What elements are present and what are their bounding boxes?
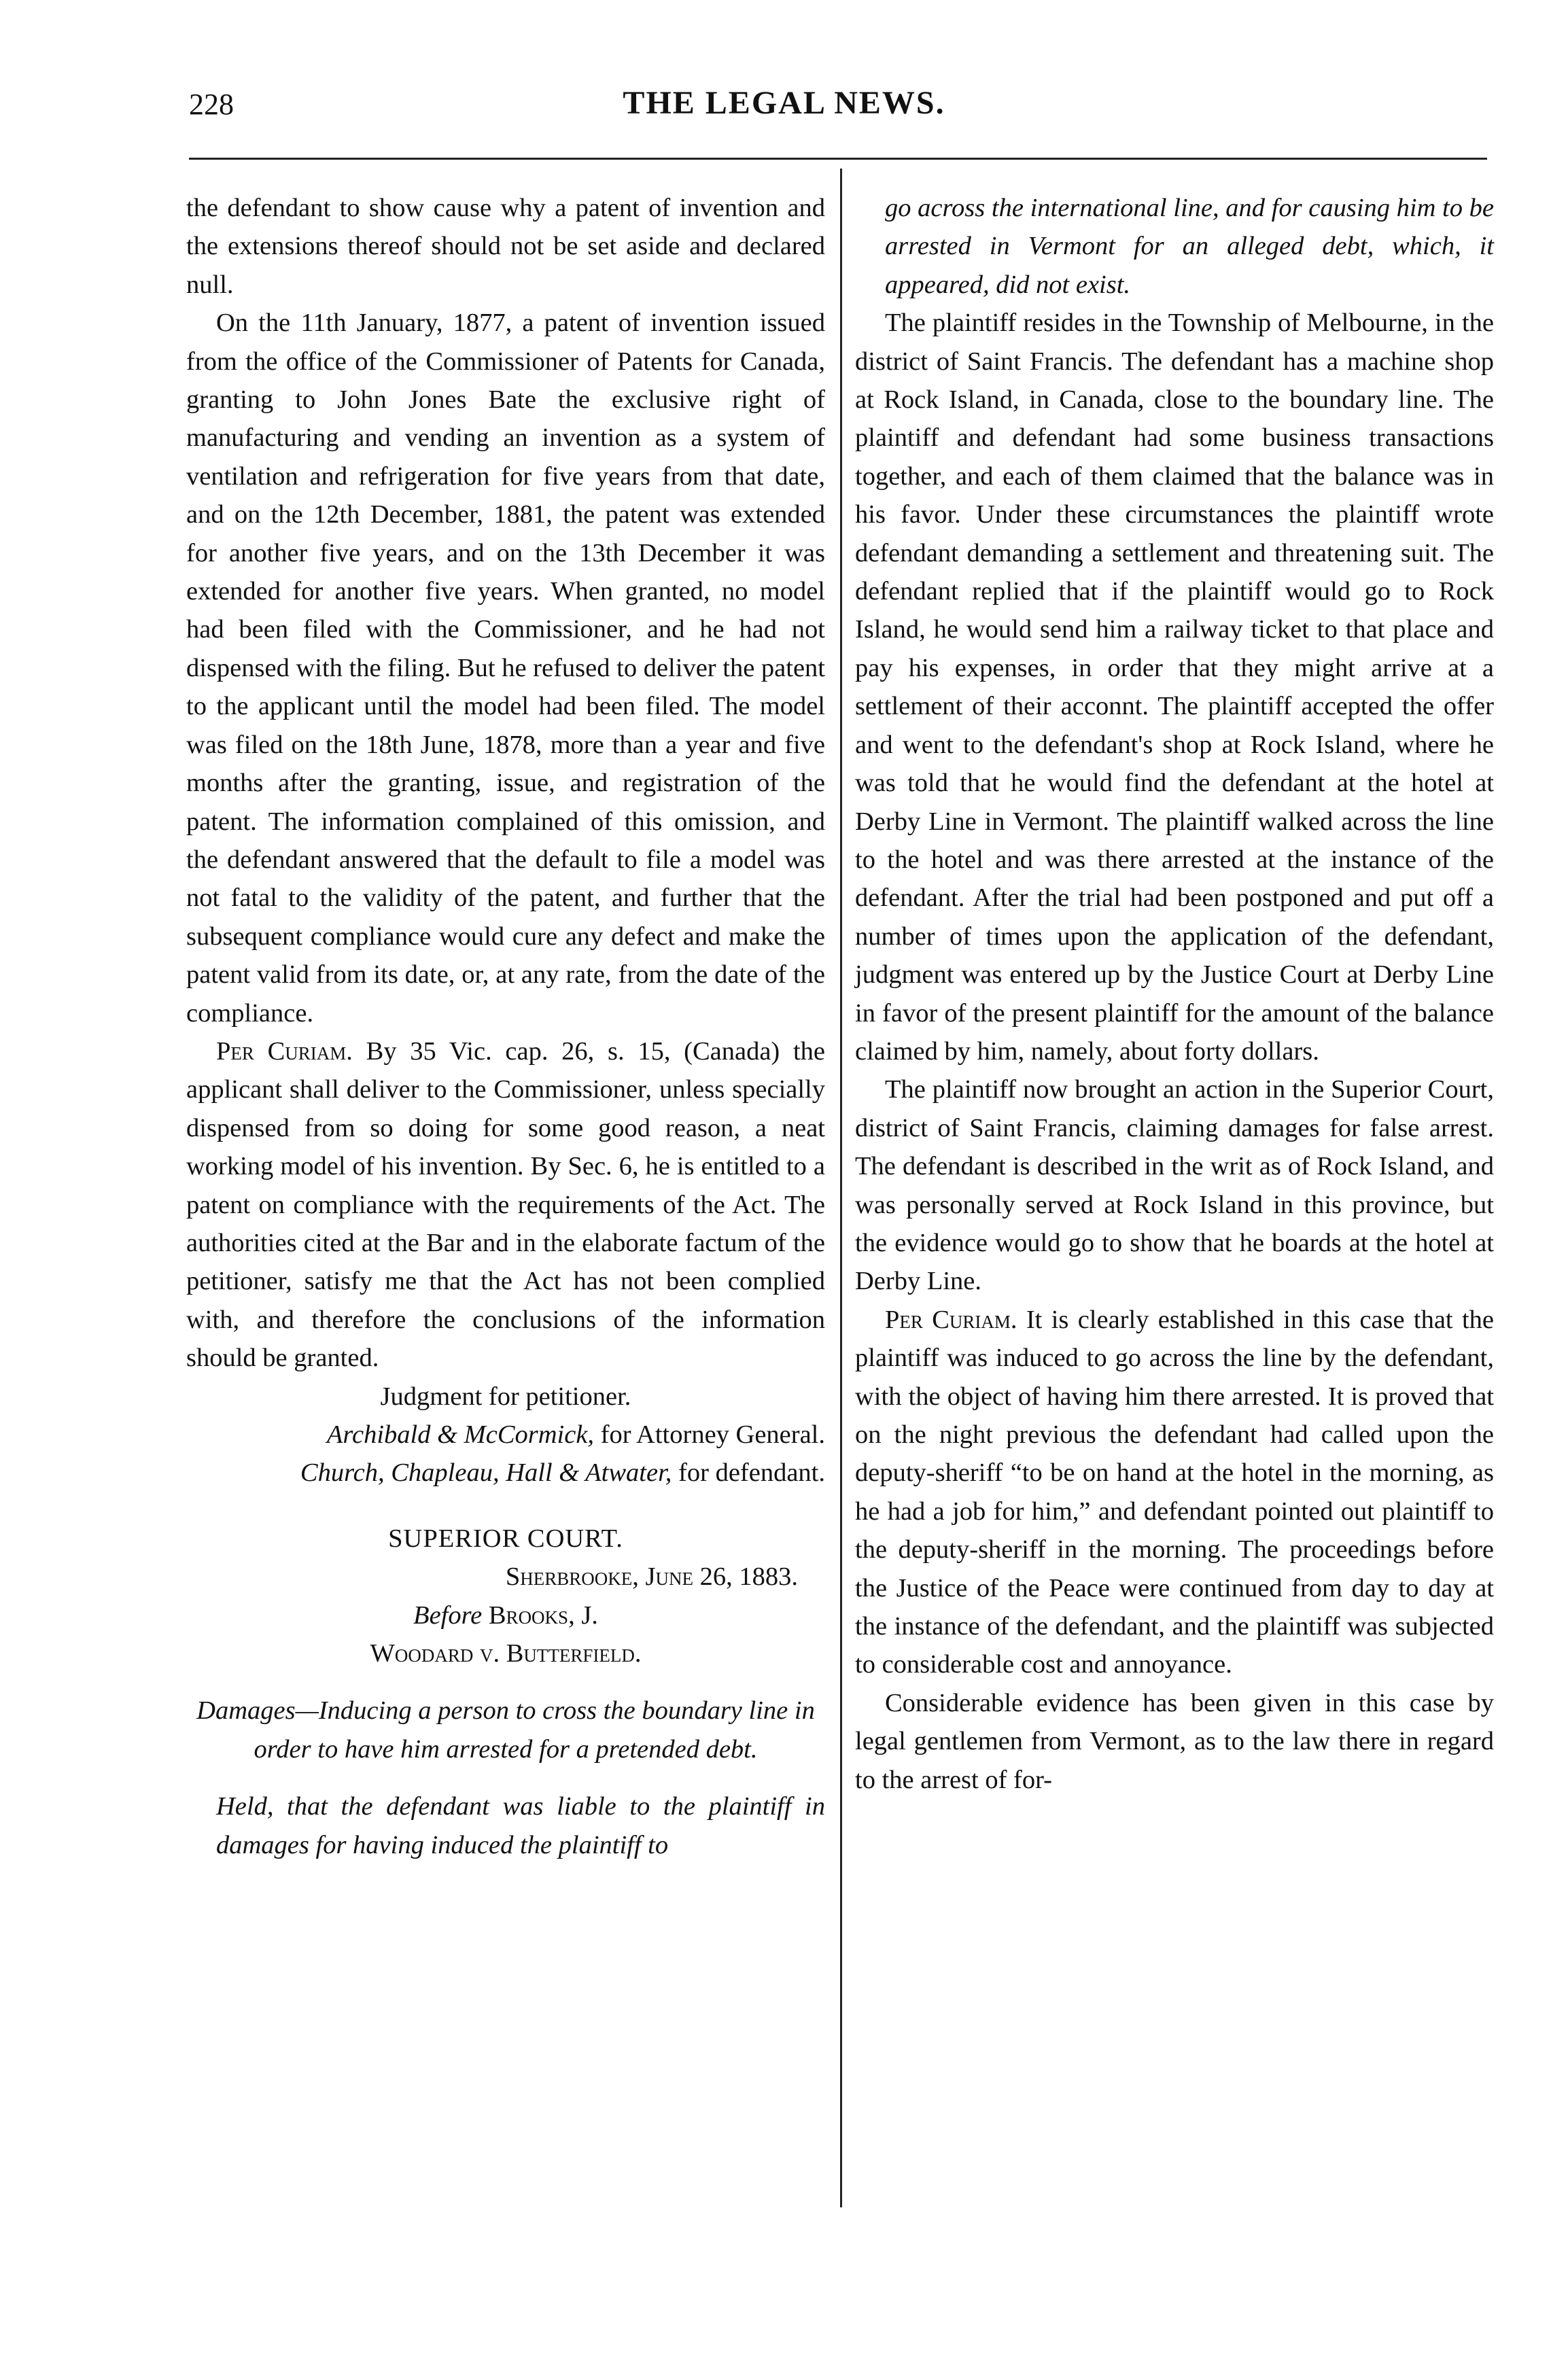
before-label: Before bbox=[413, 1600, 483, 1630]
paragraph: On the 11th January, 1877, a patent of invention issued from the office of the Commissioner of Patents for Canada, granting to John Jones Bate the exclusive right of manufacturing and vending an invention as a system of ventilation and refrigeration for five years from that date, and on the 12th December, 1881, the patent was extended for another five years, and on the 13th December it was extended for another five years. When granted, no model had been filed with the Commissioner, and he had not dispensed with the filing. But he refused to deliver the patent to the applicant until the model had been filed. The model was filed on the 18th June, 1878, more than a year and five months after the granting, issue, and registration of the patent. The information complained of this omission, and the defendant answered that the default to file a model was not fatal to the validity of the patent, and further that the subsequent compliance would cure any defect and make the patent valid from its date, or, at any rate, from the date of the compliance. bbox=[186, 309, 825, 1028]
headnote: Damages—Inducing a person to cross the boundary line in order to have him arrested for a pretended debt. bbox=[196, 1696, 815, 1764]
court-heading: SUPERIOR COURT. bbox=[388, 1524, 623, 1553]
counsel-names: Archibald & McCormick, bbox=[326, 1420, 595, 1449]
left-column bbox=[186, 189, 825, 1864]
paragraph: the defendant to show cause why a patent of invention and the extensions thereof should not be set aside and declared null. bbox=[186, 194, 825, 299]
paragraph: Considerable evidence has been given in this case by legal gentlemen from Vermont, as to the law there in regard to the arrest of for- bbox=[855, 1688, 1494, 1794]
place-date: Sherbrooke, June 26, 1883. bbox=[505, 1562, 798, 1592]
headnote: Held, that the defendant was liable to the plaintiff in damages for having induced the plaintiff to bbox=[216, 1792, 825, 1859]
per-curiam-label: Per Curiam. bbox=[885, 1305, 1017, 1334]
per-curiam-label: Per Curiam. bbox=[216, 1036, 353, 1066]
header-rule bbox=[189, 158, 1487, 160]
counsel-names: Church, Chapleau, Hall & Atwater, bbox=[300, 1458, 672, 1488]
paragraph bbox=[855, 1301, 1494, 1684]
case-name: Woodard v. Butterfield. bbox=[370, 1639, 642, 1668]
journal-title: THE LEGAL NEWS. bbox=[623, 85, 945, 121]
paragraph bbox=[186, 1032, 825, 1378]
paragraph-text: It is clearly established in this case that the plaintiff was induced to go across the line by the defendant, with the object of having him there arrested. It is proved that on the night previous the defendant had called upon the deputy-sheriff “to be on hand at the hotel in the morning, as he had a job for him,” and defendant pointed out plaintiff to the deputy-sheriff in the morning. The proceedings before the Justice of the Peace were continued from day to day at the instance of the defendant, and the plaintiff was subjected to considerable cost and annoyance. bbox=[855, 1305, 1494, 1679]
counsel-line bbox=[186, 1454, 825, 1492]
judge-name: Brooks, J. bbox=[482, 1600, 598, 1630]
paragraph: The plaintiff now brought an action in the Superior Court, district of Saint Francis, claiming damages for false arrest. The defendant is described in the writ as of Rock Island, and was personally served at Rock Island in this province, but the evidence would go to show that he boards at the hotel at Derby Line. bbox=[855, 1075, 1494, 1296]
counsel-line bbox=[186, 1416, 825, 1454]
paragraph-text: By 35 Vic. cap. 26, s. 15, (Canada) the applicant shall deliver to the Commissioner, unless specially dispensed from so doing for some good reason, a neat working model of his invention. By Sec. 6, he is entitled to a patent on compliance with the requirements of the Act. The authorities cited at the Bar and in the elaborate factum of the petitioner, satisfy me that the Act has not been complied with, and therefore the conclusions of the information should be granted. bbox=[186, 1036, 825, 1373]
paragraph: The plaintiff resides in the Township of Melbourne, in the district of Saint Francis. The defendant has a machine shop at Rock Island, in Canada, close to the boundary line. The plaintiff and defendant had some business transactions together, and each of them claimed that the balance was in his favor. Under these circumstances the plaintiff wrote defendant demanding a settlement and threatening suit. The defendant replied that if the plaintiff would go to Rock Island, he would send him a railway ticket to that place and pay his expenses, in order that they might arrive at a settlement of their acconnt. The plaintiff accepted the offer and went to the defendant's shop at Rock Island, where he was told that he would find the defendant at the hotel at Derby Line in Vermont. The plaintiff walked across the line to the hotel and was there arrested at the instance of the defendant. After the trial had been postponed and put off a number of times upon the application of the defendant, judgment was entered up by the Justice Court at Derby Line in favor of the present plaintiff for the amount of the balance claimed by him, namely, about forty dollars. bbox=[855, 309, 1494, 1066]
headnote-continued: go across the international line, and for causing him to be arrested in Vermont for an alleged debt, which, it appeared, did not exist. bbox=[885, 194, 1494, 299]
before-judge bbox=[186, 1596, 825, 1634]
judgment-line: Judgment for petitioner. bbox=[380, 1382, 631, 1411]
right-column bbox=[855, 189, 1494, 1799]
column-divider bbox=[840, 169, 842, 2207]
page-number: 228 bbox=[189, 88, 234, 121]
counsel-role: for Attorney General. bbox=[594, 1420, 825, 1449]
counsel-role: for defendant. bbox=[672, 1458, 825, 1488]
